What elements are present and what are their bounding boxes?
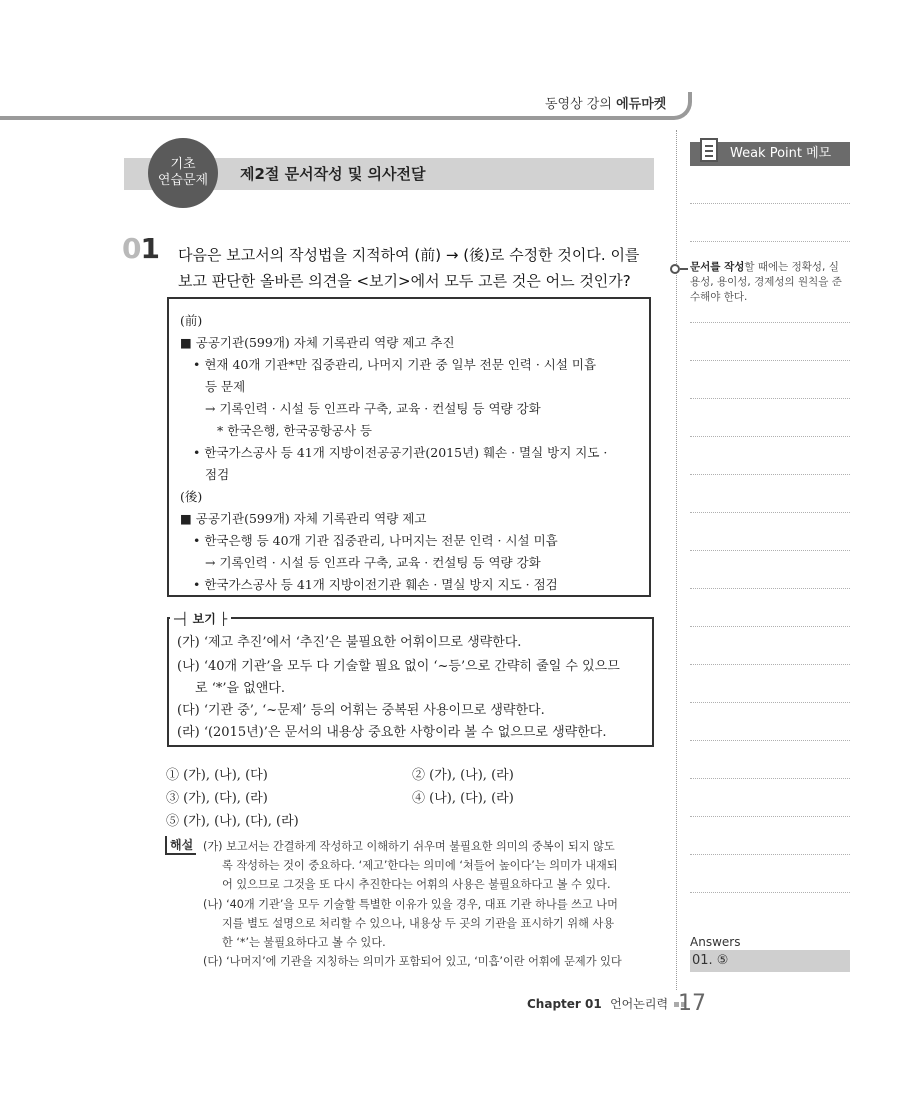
explanation-label: 해설 <box>165 836 196 855</box>
bogi-item: (나) ‘40개 기관’을 모두 다 기술할 필요 없이 ‘~등’으로 간략히 줄일 수 있으므 <box>177 659 620 674</box>
ba-line: 점검 <box>205 467 230 482</box>
ba-line: • 한국가스공사 등 41개 지방이전공공기관(2015년) 훼손 · 멸실 방지 지도 · <box>193 445 608 460</box>
badge-line: 연습문제 <box>157 173 209 188</box>
question-number: 01 <box>122 232 159 265</box>
ba-line: • 한국은행 등 40개 기관 집중관리, 나머지는 전문 인력 · 시설 미흡 <box>193 533 558 548</box>
memo-line <box>690 322 850 323</box>
footer-chapter: Chapter 01 언어논리력 <box>527 995 686 1012</box>
memo-icon <box>700 138 718 162</box>
option-5[interactable]: ⑤ (가), (나), (다), (라) <box>166 814 299 829</box>
bogi-item: (다) ‘기관 중’, ‘~문제’ 등의 어휘는 중복된 사용이므로 생략한다. <box>177 703 545 718</box>
memo-line <box>690 702 850 703</box>
ba-line: ■ 공공기관(599개) 자체 기록관리 역량 제고 <box>180 511 427 526</box>
memo-line <box>690 626 850 627</box>
tip-connector <box>680 268 688 270</box>
explanation-line: (나) ‘40개 기관’을 모두 기술할 특별한 이유가 있을 경우, 대표 기관 하나를 쓰고 나머 <box>203 898 618 911</box>
ba-line: → 기록인력 · 시설 등 인프라 구축, 교육 · 컨설팅 등 역량 강화 <box>205 555 541 570</box>
explanation-line: 어 있으므로 그것을 또 다시 추진한다는 어휘의 사용은 불필요하다고 볼 수 있다. <box>222 878 611 891</box>
memo-line <box>690 512 850 513</box>
question-text: 다음은 보고서의 작성법을 지적하여 (前) → (後)로 수정한 것이다. 이를 보고 판단한 올바른 의견을 <보기>에서 모두 고른 것은 어느 것인가? <box>178 246 640 290</box>
memo-line <box>690 854 850 855</box>
memo-line <box>690 816 850 817</box>
memo-line <box>690 398 850 399</box>
option-3[interactable]: ③ (가), (다), (라) <box>166 791 268 806</box>
memo-title: Weak Point 메모 <box>730 146 832 161</box>
page-number: 17 <box>678 991 706 1016</box>
memo-line <box>690 360 850 361</box>
memo-line <box>690 892 850 893</box>
ba-line: → 기록인력 · 시설 등 인프라 구축, 교육 · 컨설팅 등 역량 강화 <box>205 401 541 416</box>
memo-line <box>690 740 850 741</box>
header-rule <box>0 116 668 120</box>
memo-line <box>690 241 850 242</box>
explanation-line: 록 작성하는 것이 중요하다. ‘제고’한다는 의미에 ‘쳐들어 높이다’는 의미가 내재되 <box>222 859 618 872</box>
ba-line: ■ 공공기관(599개) 자체 기록관리 역량 제고 추진 <box>180 335 455 350</box>
section-badge <box>148 138 218 208</box>
badge-line: 기초 <box>170 157 196 172</box>
ba-line: 등 문제 <box>205 379 246 394</box>
option-2[interactable]: ② (가), (나), (라) <box>412 768 514 783</box>
bogi-item: 로 ‘*’을 없앤다. <box>195 681 285 696</box>
explanation-line: (가) 보고서는 간결하게 작성하고 이해하기 쉬우며 불필요한 의미의 중복이 되지 않도 <box>203 840 615 853</box>
memo-line <box>690 550 850 551</box>
ba-heading-before: (前) <box>180 313 203 328</box>
explanation-line: (다) ‘나머지’에 기관을 지칭하는 의미가 포함되어 있고, ‘미흡’이란 어휘에 문제가 있다 <box>203 955 622 968</box>
ba-line: • 현재 40개 기관*만 집중관리, 나머지 기관 중 일부 전문 인력 · 시설 미흡 <box>193 357 597 372</box>
memo-line <box>690 664 850 665</box>
option-4[interactable]: ④ (나), (다), (라) <box>412 791 514 806</box>
explanation-line: 한 ‘*’는 불필요하다고 볼 수 있다. <box>222 936 386 949</box>
ba-line: * 한국은행, 한국공항공사 등 <box>217 423 372 438</box>
bogi-item: (라) ‘(2015년)’은 문서의 내용상 중요한 사항이라 볼 수 없으므로 생략한다. <box>177 725 607 740</box>
option-1[interactable]: ① (가), (나), (다) <box>166 768 268 783</box>
memo-line <box>690 474 850 475</box>
memo-line <box>690 203 850 204</box>
bogi-label: ─┤ 보기 ├ <box>170 610 231 627</box>
section-title: 제2절 문서작성 및 의사전달 <box>240 165 426 183</box>
sidebar-tip: 문서를 작성할 때에는 정확성, 실용성, 용이성, 경제성의 원칙을 준수해야 한다. <box>690 261 842 303</box>
ba-heading-after: (後) <box>180 489 203 504</box>
answers-value: 01. ⑤ <box>690 950 850 972</box>
header-rule-curve <box>668 92 692 120</box>
explanation-line: 지를 별도 설명으로 처리할 수 있으나, 내용상 두 곳의 기관을 표시하기 위해 사용 <box>222 917 615 930</box>
memo-line <box>690 778 850 779</box>
ba-line: • 한국가스공사 등 41개 지방이전기관 훼손 · 멸실 방지 지도 · 점검 <box>193 577 558 592</box>
answers-label: Answers <box>690 935 741 949</box>
memo-line <box>690 588 850 589</box>
tip-bullet-icon <box>670 264 680 274</box>
bogi-item: (가) ‘제고 추진’에서 ‘추진’은 불필요한 어휘이므로 생략한다. <box>177 635 522 650</box>
site-label: 동영상 강의 에듀마켓 <box>545 97 667 112</box>
memo-line <box>690 436 850 437</box>
sidebar-divider <box>676 130 677 990</box>
